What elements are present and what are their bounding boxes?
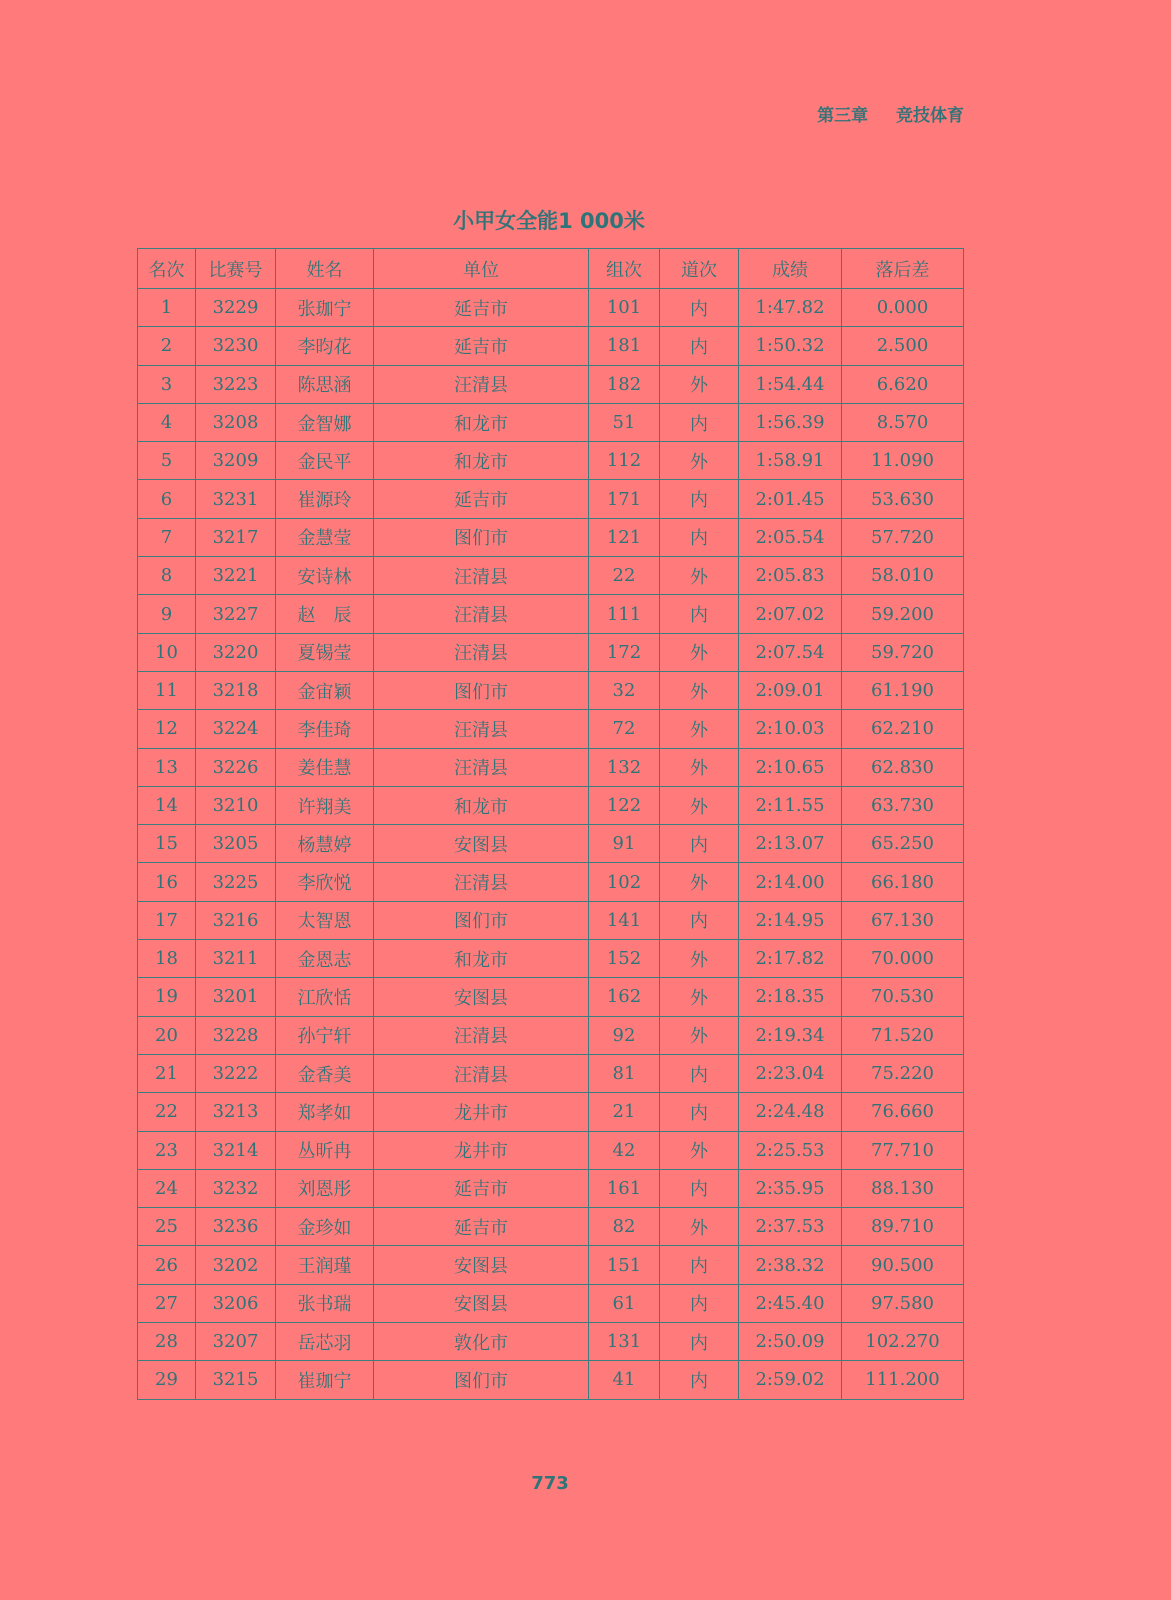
rank-cell: 3 [138,365,196,403]
unit-cell: 延吉市 [374,1169,589,1207]
table-row [138,557,964,595]
rank-cell: 17 [138,901,196,939]
lane-cell: 外 [660,710,739,748]
unit-cell: 汪清县 [374,748,589,786]
name-cell: 金珍如 [276,1208,374,1246]
heat-cell: 82 [589,1208,660,1246]
section-label: 竞技体育 [896,106,964,126]
rank-cell: 4 [138,403,196,441]
table-title: 小甲女全能1 000米 [453,209,645,233]
page-number: 773 [531,1473,569,1494]
unit-cell: 龙井市 [374,1131,589,1169]
unit-cell: 和龙市 [374,786,589,824]
lane-cell: 内 [660,289,739,327]
lane-cell: 内 [660,518,739,556]
table-row [138,327,964,365]
gap-cell: 63.730 [842,786,964,824]
time-cell: 2:59.02 [739,1361,842,1399]
rank-cell: 12 [138,710,196,748]
table-row [138,1361,964,1399]
name-cell: 金宙颖 [276,671,374,709]
time-cell: 2:23.04 [739,1054,842,1092]
lane-cell: 外 [660,671,739,709]
rank-cell: 25 [138,1208,196,1246]
bib-cell: 3225 [196,863,276,901]
time-cell: 2:38.32 [739,1246,842,1284]
rank-cell: 6 [138,480,196,518]
heat-cell: 182 [589,365,660,403]
gap-cell: 77.710 [842,1131,964,1169]
gap-cell: 53.630 [842,480,964,518]
table-row [138,480,964,518]
heat-cell: 132 [589,748,660,786]
unit-cell: 汪清县 [374,557,589,595]
unit-cell: 和龙市 [374,403,589,441]
bib-cell: 3210 [196,786,276,824]
bib-cell: 3232 [196,1169,276,1207]
bib-cell: 3206 [196,1284,276,1322]
lane-cell: 外 [660,557,739,595]
lane-cell: 内 [660,403,739,441]
table-row [138,1323,964,1361]
table-row [138,518,964,556]
unit-cell: 汪清县 [374,595,589,633]
time-cell: 2:07.02 [739,595,842,633]
heat-cell: 41 [589,1361,660,1399]
lane-cell: 外 [660,786,739,824]
table-row [138,1093,964,1131]
bib-cell: 3216 [196,901,276,939]
gap-cell: 67.130 [842,901,964,939]
time-cell: 1:58.91 [739,442,842,480]
name-cell: 崔源玲 [276,480,374,518]
table-row [138,825,964,863]
col-header-rank: 名次 [138,249,196,289]
table-row [138,901,964,939]
results-body [138,289,964,1400]
gap-cell: 0.000 [842,289,964,327]
heat-cell: 91 [589,825,660,863]
heat-cell: 22 [589,557,660,595]
heat-cell: 162 [589,978,660,1016]
name-cell: 金智娜 [276,403,374,441]
table-row [138,442,964,480]
gap-cell: 75.220 [842,1054,964,1092]
lane-cell: 内 [660,1284,739,1322]
time-cell: 2:07.54 [739,633,842,671]
gap-cell: 97.580 [842,1284,964,1322]
name-cell: 岳芯羽 [276,1323,374,1361]
table-row [138,978,964,1016]
col-header-lane: 道次 [660,249,739,289]
time-cell: 2:35.95 [739,1169,842,1207]
lane-cell: 外 [660,978,739,1016]
name-cell: 许翔美 [276,786,374,824]
gap-cell: 90.500 [842,1246,964,1284]
bib-cell: 3205 [196,825,276,863]
unit-cell: 敦化市 [374,1323,589,1361]
bib-cell: 3222 [196,1054,276,1092]
heat-cell: 51 [589,403,660,441]
bib-cell: 3221 [196,557,276,595]
rank-cell: 26 [138,1246,196,1284]
lane-cell: 外 [660,1208,739,1246]
bib-cell: 3215 [196,1361,276,1399]
unit-cell: 延吉市 [374,1208,589,1246]
unit-cell: 龙井市 [374,1093,589,1131]
name-cell: 丛昕冉 [276,1131,374,1169]
name-cell: 王润瑾 [276,1246,374,1284]
chapter-label: 第三章 [817,106,869,126]
bib-cell: 3223 [196,365,276,403]
time-cell: 2:10.03 [739,710,842,748]
unit-cell: 安图县 [374,1284,589,1322]
table-row [138,1054,964,1092]
gap-cell: 111.200 [842,1361,964,1399]
unit-cell: 图们市 [374,518,589,556]
gap-cell: 71.520 [842,1016,964,1054]
rank-cell: 24 [138,1169,196,1207]
rank-cell: 22 [138,1093,196,1131]
lane-cell: 内 [660,1323,739,1361]
table-row [138,289,964,327]
gap-cell: 66.180 [842,863,964,901]
rank-cell: 10 [138,633,196,671]
bib-cell: 3231 [196,480,276,518]
rank-cell: 20 [138,1016,196,1054]
bib-cell: 3214 [196,1131,276,1169]
col-header-time: 成绩 [739,249,842,289]
heat-cell: 172 [589,633,660,671]
rank-cell: 23 [138,1131,196,1169]
time-cell: 2:45.40 [739,1284,842,1322]
unit-cell: 延吉市 [374,480,589,518]
rank-cell: 14 [138,786,196,824]
time-cell: 2:09.01 [739,671,842,709]
time-cell: 1:50.32 [739,327,842,365]
lane-cell: 外 [660,1016,739,1054]
gap-cell: 59.720 [842,633,964,671]
lane-cell: 内 [660,595,739,633]
rank-cell: 27 [138,1284,196,1322]
lane-cell: 内 [660,901,739,939]
bib-cell: 3202 [196,1246,276,1284]
rank-cell: 2 [138,327,196,365]
bib-cell: 3207 [196,1323,276,1361]
lane-cell: 内 [660,1093,739,1131]
rank-cell: 1 [138,289,196,327]
lane-cell: 外 [660,940,739,978]
heat-cell: 42 [589,1131,660,1169]
name-cell: 张珈宁 [276,289,374,327]
time-cell: 2:11.55 [739,786,842,824]
time-cell: 2:17.82 [739,940,842,978]
name-cell: 太智恩 [276,901,374,939]
running-head [817,101,964,126]
rank-cell: 18 [138,940,196,978]
heat-cell: 72 [589,710,660,748]
time-cell: 2:01.45 [739,480,842,518]
name-cell: 杨慧婷 [276,825,374,863]
lane-cell: 内 [660,1054,739,1092]
name-cell: 夏锡莹 [276,633,374,671]
gap-cell: 2.500 [842,327,964,365]
unit-cell: 和龙市 [374,442,589,480]
heat-cell: 102 [589,863,660,901]
rank-cell: 19 [138,978,196,1016]
bib-cell: 3201 [196,978,276,1016]
time-cell: 2:13.07 [739,825,842,863]
lane-cell: 内 [660,1246,739,1284]
bib-cell: 3217 [196,518,276,556]
name-cell: 李佳琦 [276,710,374,748]
name-cell: 李欣悦 [276,863,374,901]
rank-cell: 15 [138,825,196,863]
col-header-unit: 单位 [374,249,589,289]
bib-cell: 3230 [196,327,276,365]
col-header-heat: 组次 [589,249,660,289]
gap-cell: 8.570 [842,403,964,441]
bib-cell: 3226 [196,748,276,786]
col-header-bib: 比赛号 [196,249,276,289]
name-cell: 金香美 [276,1054,374,1092]
bib-cell: 3211 [196,940,276,978]
bib-cell: 3220 [196,633,276,671]
table-row [138,748,964,786]
name-cell: 孙宁轩 [276,1016,374,1054]
table-row [138,365,964,403]
header-row [138,249,964,289]
table-row [138,1284,964,1322]
unit-cell: 安图县 [374,978,589,1016]
lane-cell: 内 [660,327,739,365]
time-cell: 2:18.35 [739,978,842,1016]
unit-cell: 汪清县 [374,710,589,748]
rank-cell: 11 [138,671,196,709]
heat-cell: 111 [589,595,660,633]
heat-cell: 131 [589,1323,660,1361]
heat-cell: 121 [589,518,660,556]
unit-cell: 汪清县 [374,365,589,403]
unit-cell: 汪清县 [374,1054,589,1092]
table-row [138,863,964,901]
heat-cell: 181 [589,327,660,365]
gap-cell: 62.210 [842,710,964,748]
table-row [138,1016,964,1054]
col-header-gap: 落后差 [842,249,964,289]
name-cell: 刘恩彤 [276,1169,374,1207]
bib-cell: 3213 [196,1093,276,1131]
bib-cell: 3228 [196,1016,276,1054]
bib-cell: 3209 [196,442,276,480]
gap-cell: 70.000 [842,940,964,978]
time-cell: 1:47.82 [739,289,842,327]
gap-cell: 58.010 [842,557,964,595]
table-row [138,633,964,671]
name-cell: 姜佳慧 [276,748,374,786]
time-cell: 2:14.95 [739,901,842,939]
unit-cell: 延吉市 [374,289,589,327]
name-cell: 金慧莹 [276,518,374,556]
heat-cell: 171 [589,480,660,518]
gap-cell: 6.620 [842,365,964,403]
gap-cell: 76.660 [842,1093,964,1131]
gap-cell: 70.530 [842,978,964,1016]
rank-cell: 9 [138,595,196,633]
time-cell: 2:24.48 [739,1093,842,1131]
heat-cell: 122 [589,786,660,824]
table-row [138,595,964,633]
table-row [138,710,964,748]
lane-cell: 内 [660,825,739,863]
bib-cell: 3224 [196,710,276,748]
gap-cell: 89.710 [842,1208,964,1246]
bib-cell: 3218 [196,671,276,709]
name-cell: 郑孝如 [276,1093,374,1131]
name-cell: 陈思涵 [276,365,374,403]
rank-cell: 8 [138,557,196,595]
time-cell: 2:10.65 [739,748,842,786]
unit-cell: 汪清县 [374,1016,589,1054]
rank-cell: 28 [138,1323,196,1361]
unit-cell: 和龙市 [374,940,589,978]
rank-cell: 16 [138,863,196,901]
heat-cell: 151 [589,1246,660,1284]
gap-cell: 65.250 [842,825,964,863]
lane-cell: 外 [660,365,739,403]
time-cell: 2:05.54 [739,518,842,556]
lane-cell: 外 [660,1131,739,1169]
heat-cell: 32 [589,671,660,709]
table-row [138,403,964,441]
heat-cell: 21 [589,1093,660,1131]
name-cell: 崔珈宁 [276,1361,374,1399]
table-row [138,786,964,824]
heat-cell: 101 [589,289,660,327]
time-cell: 2:05.83 [739,557,842,595]
gap-cell: 11.090 [842,442,964,480]
bib-cell: 3208 [196,403,276,441]
time-cell: 2:14.00 [739,863,842,901]
time-cell: 2:25.53 [739,1131,842,1169]
rank-cell: 13 [138,748,196,786]
name-cell: 赵 辰 [276,595,374,633]
lane-cell: 外 [660,863,739,901]
table-row [138,1131,964,1169]
bib-cell: 3236 [196,1208,276,1246]
col-header-name: 姓名 [276,249,374,289]
table-row [138,671,964,709]
heat-cell: 161 [589,1169,660,1207]
name-cell: 安诗林 [276,557,374,595]
heat-cell: 81 [589,1054,660,1092]
rank-cell: 21 [138,1054,196,1092]
gap-cell: 59.200 [842,595,964,633]
heat-cell: 112 [589,442,660,480]
table-row [138,1169,964,1207]
unit-cell: 延吉市 [374,327,589,365]
rank-cell: 29 [138,1361,196,1399]
bib-cell: 3227 [196,595,276,633]
lane-cell: 内 [660,480,739,518]
rank-cell: 5 [138,442,196,480]
name-cell: 张书瑞 [276,1284,374,1322]
results-table [137,248,964,1400]
heat-cell: 152 [589,940,660,978]
lane-cell: 外 [660,633,739,671]
gap-cell: 62.830 [842,748,964,786]
lane-cell: 内 [660,1169,739,1207]
table-row [138,1246,964,1284]
unit-cell: 安图县 [374,825,589,863]
heat-cell: 141 [589,901,660,939]
heat-cell: 92 [589,1016,660,1054]
unit-cell: 汪清县 [374,633,589,671]
gap-cell: 88.130 [842,1169,964,1207]
lane-cell: 内 [660,1361,739,1399]
unit-cell: 图们市 [374,1361,589,1399]
unit-cell: 汪清县 [374,863,589,901]
heat-cell: 61 [589,1284,660,1322]
bib-cell: 3229 [196,289,276,327]
lane-cell: 外 [660,442,739,480]
lane-cell: 外 [660,748,739,786]
unit-cell: 图们市 [374,901,589,939]
gap-cell: 57.720 [842,518,964,556]
unit-cell: 安图县 [374,1246,589,1284]
time-cell: 1:56.39 [739,403,842,441]
time-cell: 2:37.53 [739,1208,842,1246]
time-cell: 1:54.44 [739,365,842,403]
gap-cell: 61.190 [842,671,964,709]
name-cell: 江欣恬 [276,978,374,1016]
time-cell: 2:19.34 [739,1016,842,1054]
time-cell: 2:50.09 [739,1323,842,1361]
unit-cell: 图们市 [374,671,589,709]
name-cell: 李昀花 [276,327,374,365]
name-cell: 金恩志 [276,940,374,978]
table-row [138,940,964,978]
name-cell: 金民平 [276,442,374,480]
rank-cell: 7 [138,518,196,556]
gap-cell: 102.270 [842,1323,964,1361]
table-row [138,1208,964,1246]
